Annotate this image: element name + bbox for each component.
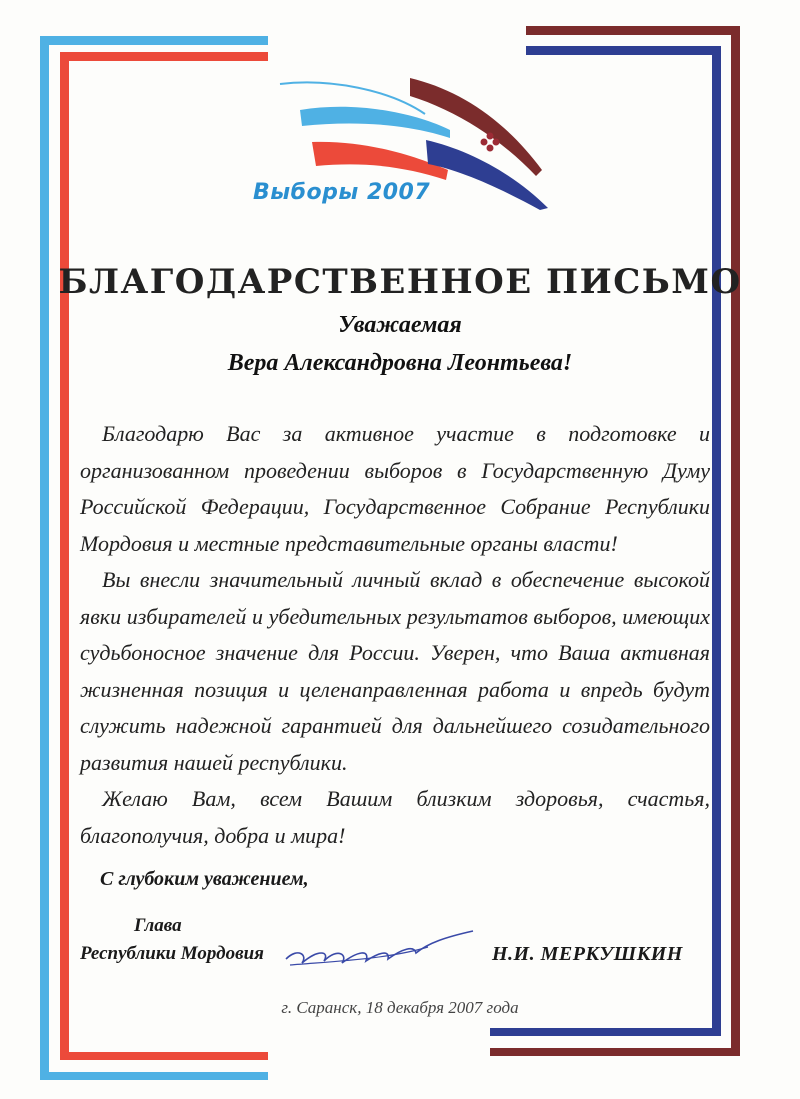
border-stripe-dark-red [731, 26, 740, 1056]
signer-position-line2: Республики Мордовия [80, 943, 264, 964]
border-stripe-red-bottom [60, 1052, 268, 1060]
body-paragraph-2: Вы внесли значительный личный вклад в обеспечение высокой явки избирателей и убедительных результатов выборов, имеющих судьбоносное значение для России. Уверен, что Ваша активная жизненная позиция и целенаправленная работа и впредь будут служить надежной гарантией для дальнейшего созидательного развития нашей республики. [80, 567, 710, 775]
border-stripe-light-blue-top [40, 36, 268, 45]
border-stripe-navy [712, 46, 721, 1036]
border-stripe-dark-red-top [526, 26, 740, 35]
body-paragraph-1: Благодарю Вас за активное участие в подготовке и организованном проведении выборов в Государственную Думу Российской Федерации, Государственное Собрание Республики Мордовия и местные представительные органы власти! [80, 421, 710, 556]
logo-text: Выборы 2007 [253, 180, 431, 205]
border-stripe-light-blue-bottom [40, 1072, 268, 1080]
letter-body [80, 416, 710, 854]
place-date: г. Саранск, 18 декабря 2007 года [281, 998, 519, 1017]
salutation-recipient: Вера Александровна Леонтьева! [227, 350, 573, 376]
border-stripe-red [60, 52, 69, 1060]
border-stripe-dark-red-bottom [490, 1048, 740, 1056]
border-stripe-navy-top [526, 46, 721, 55]
salutation-line1: Уважаемая [338, 312, 462, 338]
signer-position-line1: Глава [134, 915, 182, 936]
border-stripe-navy-bottom [490, 1028, 721, 1036]
border-stripe-light-blue [40, 36, 49, 1080]
body-paragraph-3: Желаю Вам, всем Вашим близким здоровья, счастья, благополучия, добра и мира! [80, 786, 710, 848]
border-stripe-red-top [60, 52, 268, 61]
logo-swoosh-light-blue [300, 107, 450, 138]
signer-name: Н.И. МЕРКУШКИН [492, 943, 683, 965]
letter-title: БЛАГОДАРСТВЕННОЕ ПИСЬМО [58, 262, 742, 302]
handwritten-signature [278, 925, 478, 975]
closing-phrase: С глубоким уважением, [100, 868, 309, 890]
